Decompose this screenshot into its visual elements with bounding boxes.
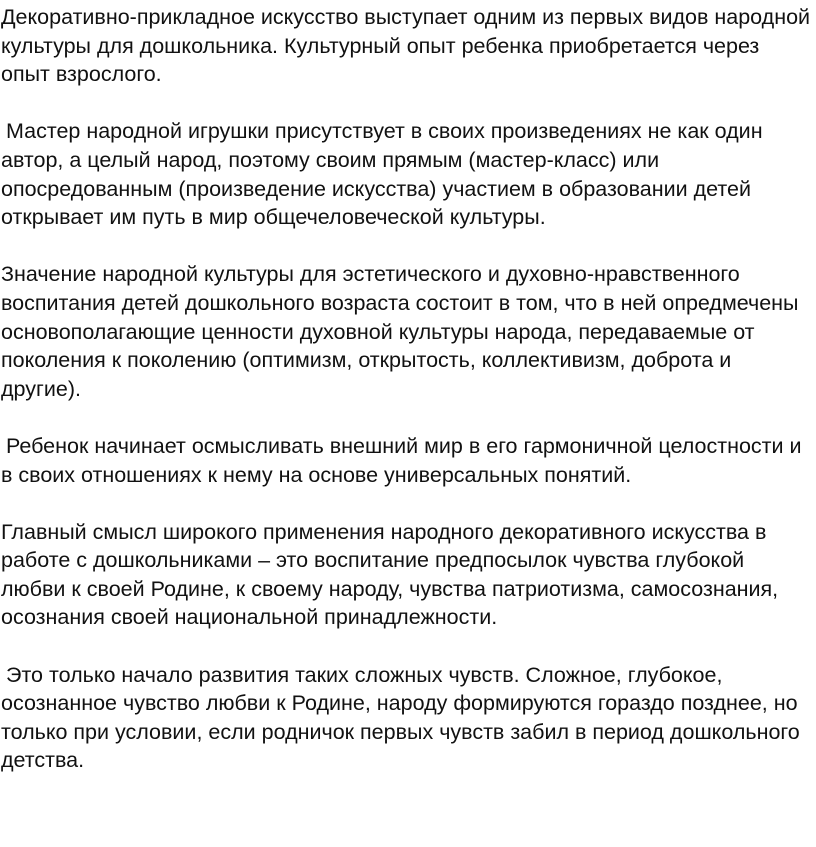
paragraph-1: Декоративно-прикладное искусство выступает одним из первых видов народной культуры для дошкольника. Культурный опыт ребенка приобретается через опыт взрослого. <box>1 5 811 87</box>
paragraph-3: Значение народной культуры для эстетического и духовно-нравственного воспитания детей дошкольного возраста состоит в том, что в ней опредмечены основополагающие ценности духовной культуры народа, передаваемые от поколения к поколению (оптимизм, открытость, коллективизм, доброта и другие). <box>1 262 799 401</box>
paragraph-5: Главный смысл широкого применения народного декоративного искусства в работе с дошкольниками – это воспитание предпосылок чувства глубокой любви к своей Родине, к своему народу, чувства патриотизма, самосознания, осознания своей национальной принадлежности. <box>1 519 779 630</box>
paragraph-6: Это только начало развития таких сложных чувств. Сложное, глубокое, осознанное чувство любви к Родине, народу формируются гораздо позднее, но только при условии, если родничок первых чувств забил в период дошкольного детства. <box>1 662 800 773</box>
paragraph-4: Ребенок начинает осмысливать внешний мир в его гармоничной целостности и в своих отношениях к нему на основе универсальных понятий. <box>1 433 802 487</box>
paragraph-2: Мастер народной игрушки присутствует в своих произведениях не как один автор, а целый народ, поэтому своим прямым (мастер-класс) или опосредованным (произведение искусства) участием в образовании детей открывает им путь в мир общечеловеческой культуры. <box>1 119 763 230</box>
